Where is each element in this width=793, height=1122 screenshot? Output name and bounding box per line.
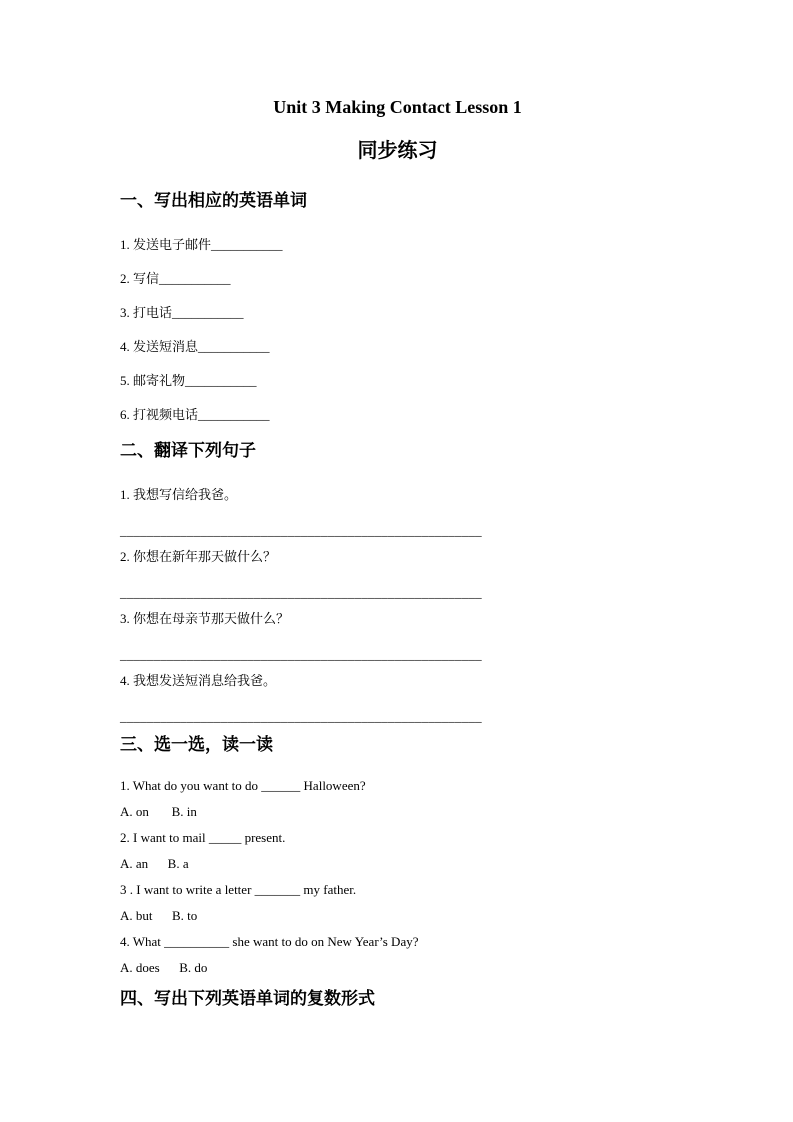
choice-question: 3 . I want to write a letter _______ my father. (120, 882, 357, 897)
answer-blank-line: ______________________________________________________ (120, 585, 482, 600)
answer-blank-line: ______________________________________________________ (120, 647, 482, 662)
section-1-heading: 一、写出相应的英语单词 (120, 191, 307, 210)
section-multiple-choice (120, 734, 675, 976)
choice-question: 1. What do you want to do ______ Halloween? (120, 778, 366, 793)
translation-question: 2. 你想在新年那天做什么？ (120, 549, 277, 564)
choice-options: A. an B. a (120, 856, 189, 871)
section-3-heading: 三、选一选，读一读 (120, 735, 273, 754)
translation-question: 3. 你想在母亲节那天做什么？ (120, 611, 290, 626)
choice-question: 2. I want to mail _____ present. (120, 830, 286, 845)
section-translation (120, 440, 675, 725)
choice-options: A. but B. to (120, 908, 198, 923)
section-plural-forms (120, 988, 675, 1009)
translation-question: 1. 我想写信给我爸。 (120, 487, 238, 502)
choice-options: A. does B. do (120, 960, 208, 975)
section-4-heading: 四、写出下列英语单词的复数形式 (120, 989, 375, 1008)
vocab-item: 5. 邮寄礼物___________ (120, 373, 257, 388)
translation-question: 4. 我想发送短消息给我爸。 (120, 673, 277, 688)
section-2-heading: 二、翻译下列句子 (120, 441, 256, 460)
doc-subtitle: 同步练习 (357, 140, 438, 162)
vocab-item: 2. 写信___________ (120, 271, 231, 286)
vocab-item: 4. 发送短消息___________ (120, 339, 270, 354)
vocab-item: 1. 发送电子邮件___________ (120, 237, 283, 252)
section-vocabulary (120, 190, 675, 423)
vocab-item: 3. 打电话___________ (120, 305, 244, 320)
choice-question: 4. What __________ she want to do on New Year’s Day? (120, 934, 419, 949)
doc-title: Unit 3 Making Contact Lesson 1 (273, 97, 522, 117)
answer-blank-line: ______________________________________________________ (120, 709, 482, 724)
choice-options: A. on B. in (120, 804, 197, 819)
vocab-item: 6. 打视频电话___________ (120, 407, 270, 422)
answer-blank-line: ______________________________________________________ (120, 523, 482, 538)
